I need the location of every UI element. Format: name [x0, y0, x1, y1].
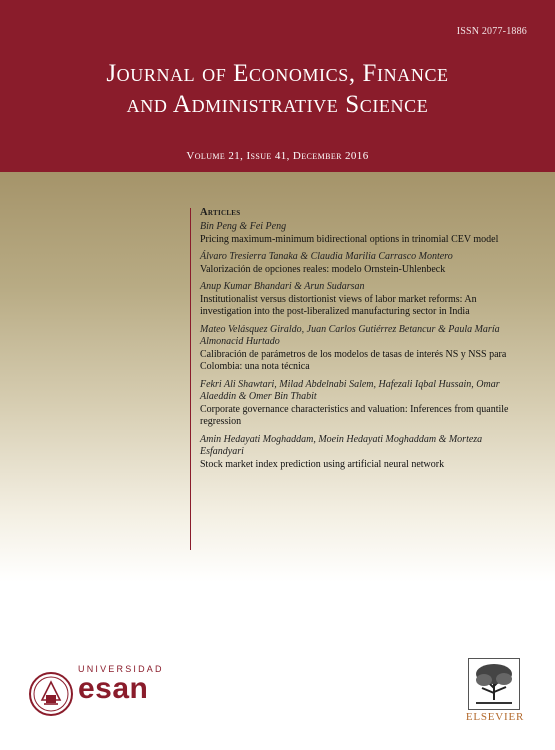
article-authors: Anup Kumar Bhandari & Arun Sudarsan: [200, 281, 365, 292]
journal-title-line-1: Journal of Economics, Finance: [106, 60, 449, 87]
esan-university-label: UNIVERSIDAD: [78, 664, 164, 674]
article-authors: Bin Peng & Fei Peng: [200, 221, 287, 232]
issn-label: ISSN 2077-1886: [456, 26, 527, 37]
article-title: Pricing maximum-minimum bidirectional options in trinomial CEV model: [200, 233, 499, 245]
elsevier-tree-icon: [468, 658, 520, 710]
article-item: [200, 281, 520, 319]
esan-seal-icon: [28, 671, 74, 717]
esan-name: esan: [78, 672, 149, 705]
article-authors: Amin Hedayati Moghaddam, Moein Hedayati Moghaddam & Morteza Esfandyari: [200, 433, 483, 457]
article-authors: Mateo Velásquez Giraldo, Juan Carlos Gutiérrez Betancur & Paula María Almonacid Hurtado: [200, 323, 500, 347]
articles-vertical-rule: [190, 208, 191, 550]
article-item: [200, 434, 520, 472]
article-authors: Fekri Ali Shawtari, Milad Abdelnabi Salem, Hafezali Iqbal Hussain, Omar Alaeddin & Omer Bin Thabit: [200, 378, 500, 402]
articles-section: [200, 207, 520, 476]
article-title: Calibración de parámetros de los modelos de tasas de interés NS y NSS para Colombia: una nota técnica: [200, 348, 507, 372]
journal-title: [0, 58, 555, 120]
article-item: [200, 251, 520, 276]
cover-header: [0, 0, 555, 172]
article-item: [200, 324, 520, 374]
article-title: Corporate governance characteristics and valuation: Inferences from quantile regression: [200, 403, 509, 427]
article-title: Stock market index prediction using artificial neural network: [200, 458, 445, 470]
article-authors: Álvaro Tresierra Tanaka & Claudia Marilia Carrasco Montero: [200, 251, 453, 262]
elsevier-name: ELSEVIER: [465, 711, 525, 723]
article-item: [200, 379, 520, 429]
journal-title-line-2: and Administrative Science: [126, 91, 429, 118]
articles-heading: Articles: [200, 207, 241, 218]
article-title: Institutionalist versus distortionist views of labor market reforms: An investigation into the post-liberalized manufacturing sector in India: [200, 293, 477, 317]
article-item: [200, 221, 520, 246]
volume-issue-label: Volume 21, Issue 41, December 2016: [186, 150, 369, 162]
article-title: Valorización de opciones reales: modelo Ornstein-Uhlenbeck: [200, 263, 446, 275]
esan-wordmark: [78, 664, 164, 704]
